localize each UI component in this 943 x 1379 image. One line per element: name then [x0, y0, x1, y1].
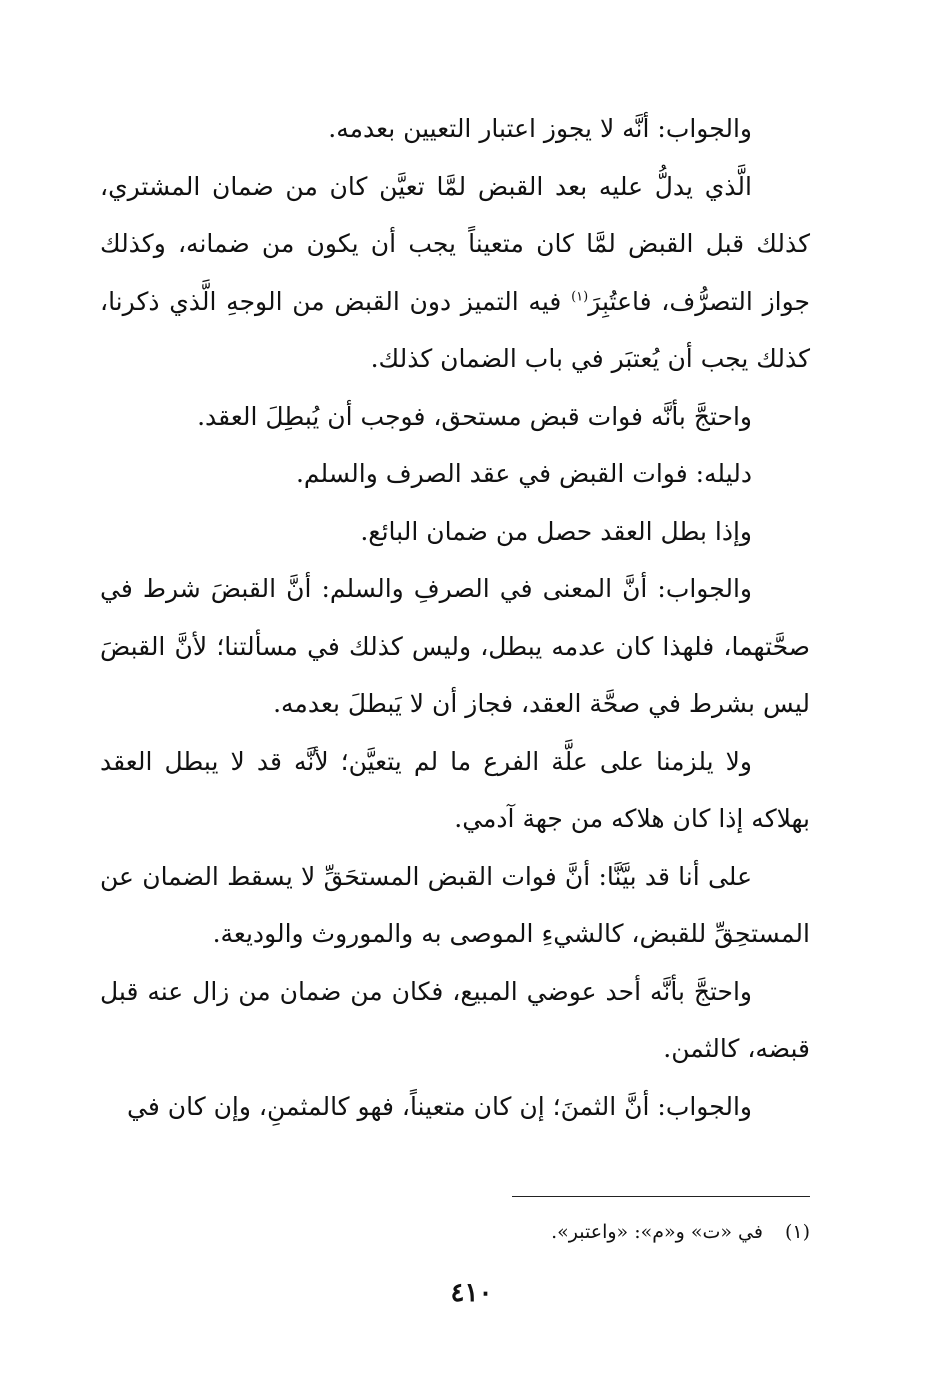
paragraph-2-part-1: الَّذي يدلُّ عليه بعد القبض لمَّا تعيَّن كان من ضمان المشتري، كذلك قبل القبض لمَّا كان متعيناً يجب أن يكون من ضمانه، وكذلك جواز التصرُّف، فاعتُبِرَ — [100, 171, 810, 316]
paragraph-3: واحتجَّ بأنَّه فوات قبض مستحق، فوجب أن يُبطِلَ العقد. — [197, 401, 752, 431]
paragraph-7: ولا يلزمنا على علَّة الفرع ما لم يتعيَّن؛ لأنَّه قد لا يبطل العقد بهلاكه إذا كان هلاكه من جهة آدمي. — [100, 746, 810, 833]
paragraph-1: والجواب: أنَّه لا يجوز اعتبار التعيين بعدمه. — [328, 114, 752, 143]
main-text — [100, 100, 810, 1135]
paragraph-10: والجواب: أنَّ الثمنَ؛ إن كان متعيناً، فهو كالمثمنِ، وإن كان في — [127, 1091, 752, 1121]
paragraph-2-part-2: فيه التميز دون القبض من الوجهِ الَّذي ذكرنا، كذلك يجب أن يُعتبَر في باب الضمان كذلك. — [100, 286, 810, 373]
paragraph-5: وإذا بطل العقد حصل من ضمان البائع. — [360, 516, 752, 546]
paragraph-9: واحتجَّ بأنَّه أحد عوضي المبيع، فكان من ضمان من زال عنه قبل قبضه، كالثمن. — [100, 976, 810, 1063]
footnote-divider — [512, 1196, 810, 1197]
footnote-number: (١) — [784, 1221, 810, 1243]
paragraph-2 — [100, 158, 810, 388]
footnote — [551, 1218, 810, 1246]
paragraph-8: على أنا قد بيَّنَّا: أنَّ فوات القبض المستحَقِّ لا يسقط الضمان عن المستحِقِّ للقبض، كالشيءِ الموصى به والموروث والوديعة. — [100, 861, 810, 948]
page-number: ٤١٠ — [450, 1278, 493, 1308]
footnote-text: في «ت» و«م»: «واعتبر». — [551, 1221, 763, 1243]
footnote-reference: (١) — [571, 289, 589, 305]
paragraph-6: والجواب: أنَّ المعنى في الصرفِ والسلم: أنَّ القبضَ شرط في صحَّتهما، فلهذا كان عدمه يبطل، وليس كذلك في مسألتنا؛ لأنَّ القبضَ ليس بشرط في صحَّة العقد، فجاز أن لا يَبطلَ بعدمه. — [100, 574, 810, 718]
paragraph-4: دليله: فوات القبض في عقد الصرف والسلم. — [295, 459, 752, 488]
